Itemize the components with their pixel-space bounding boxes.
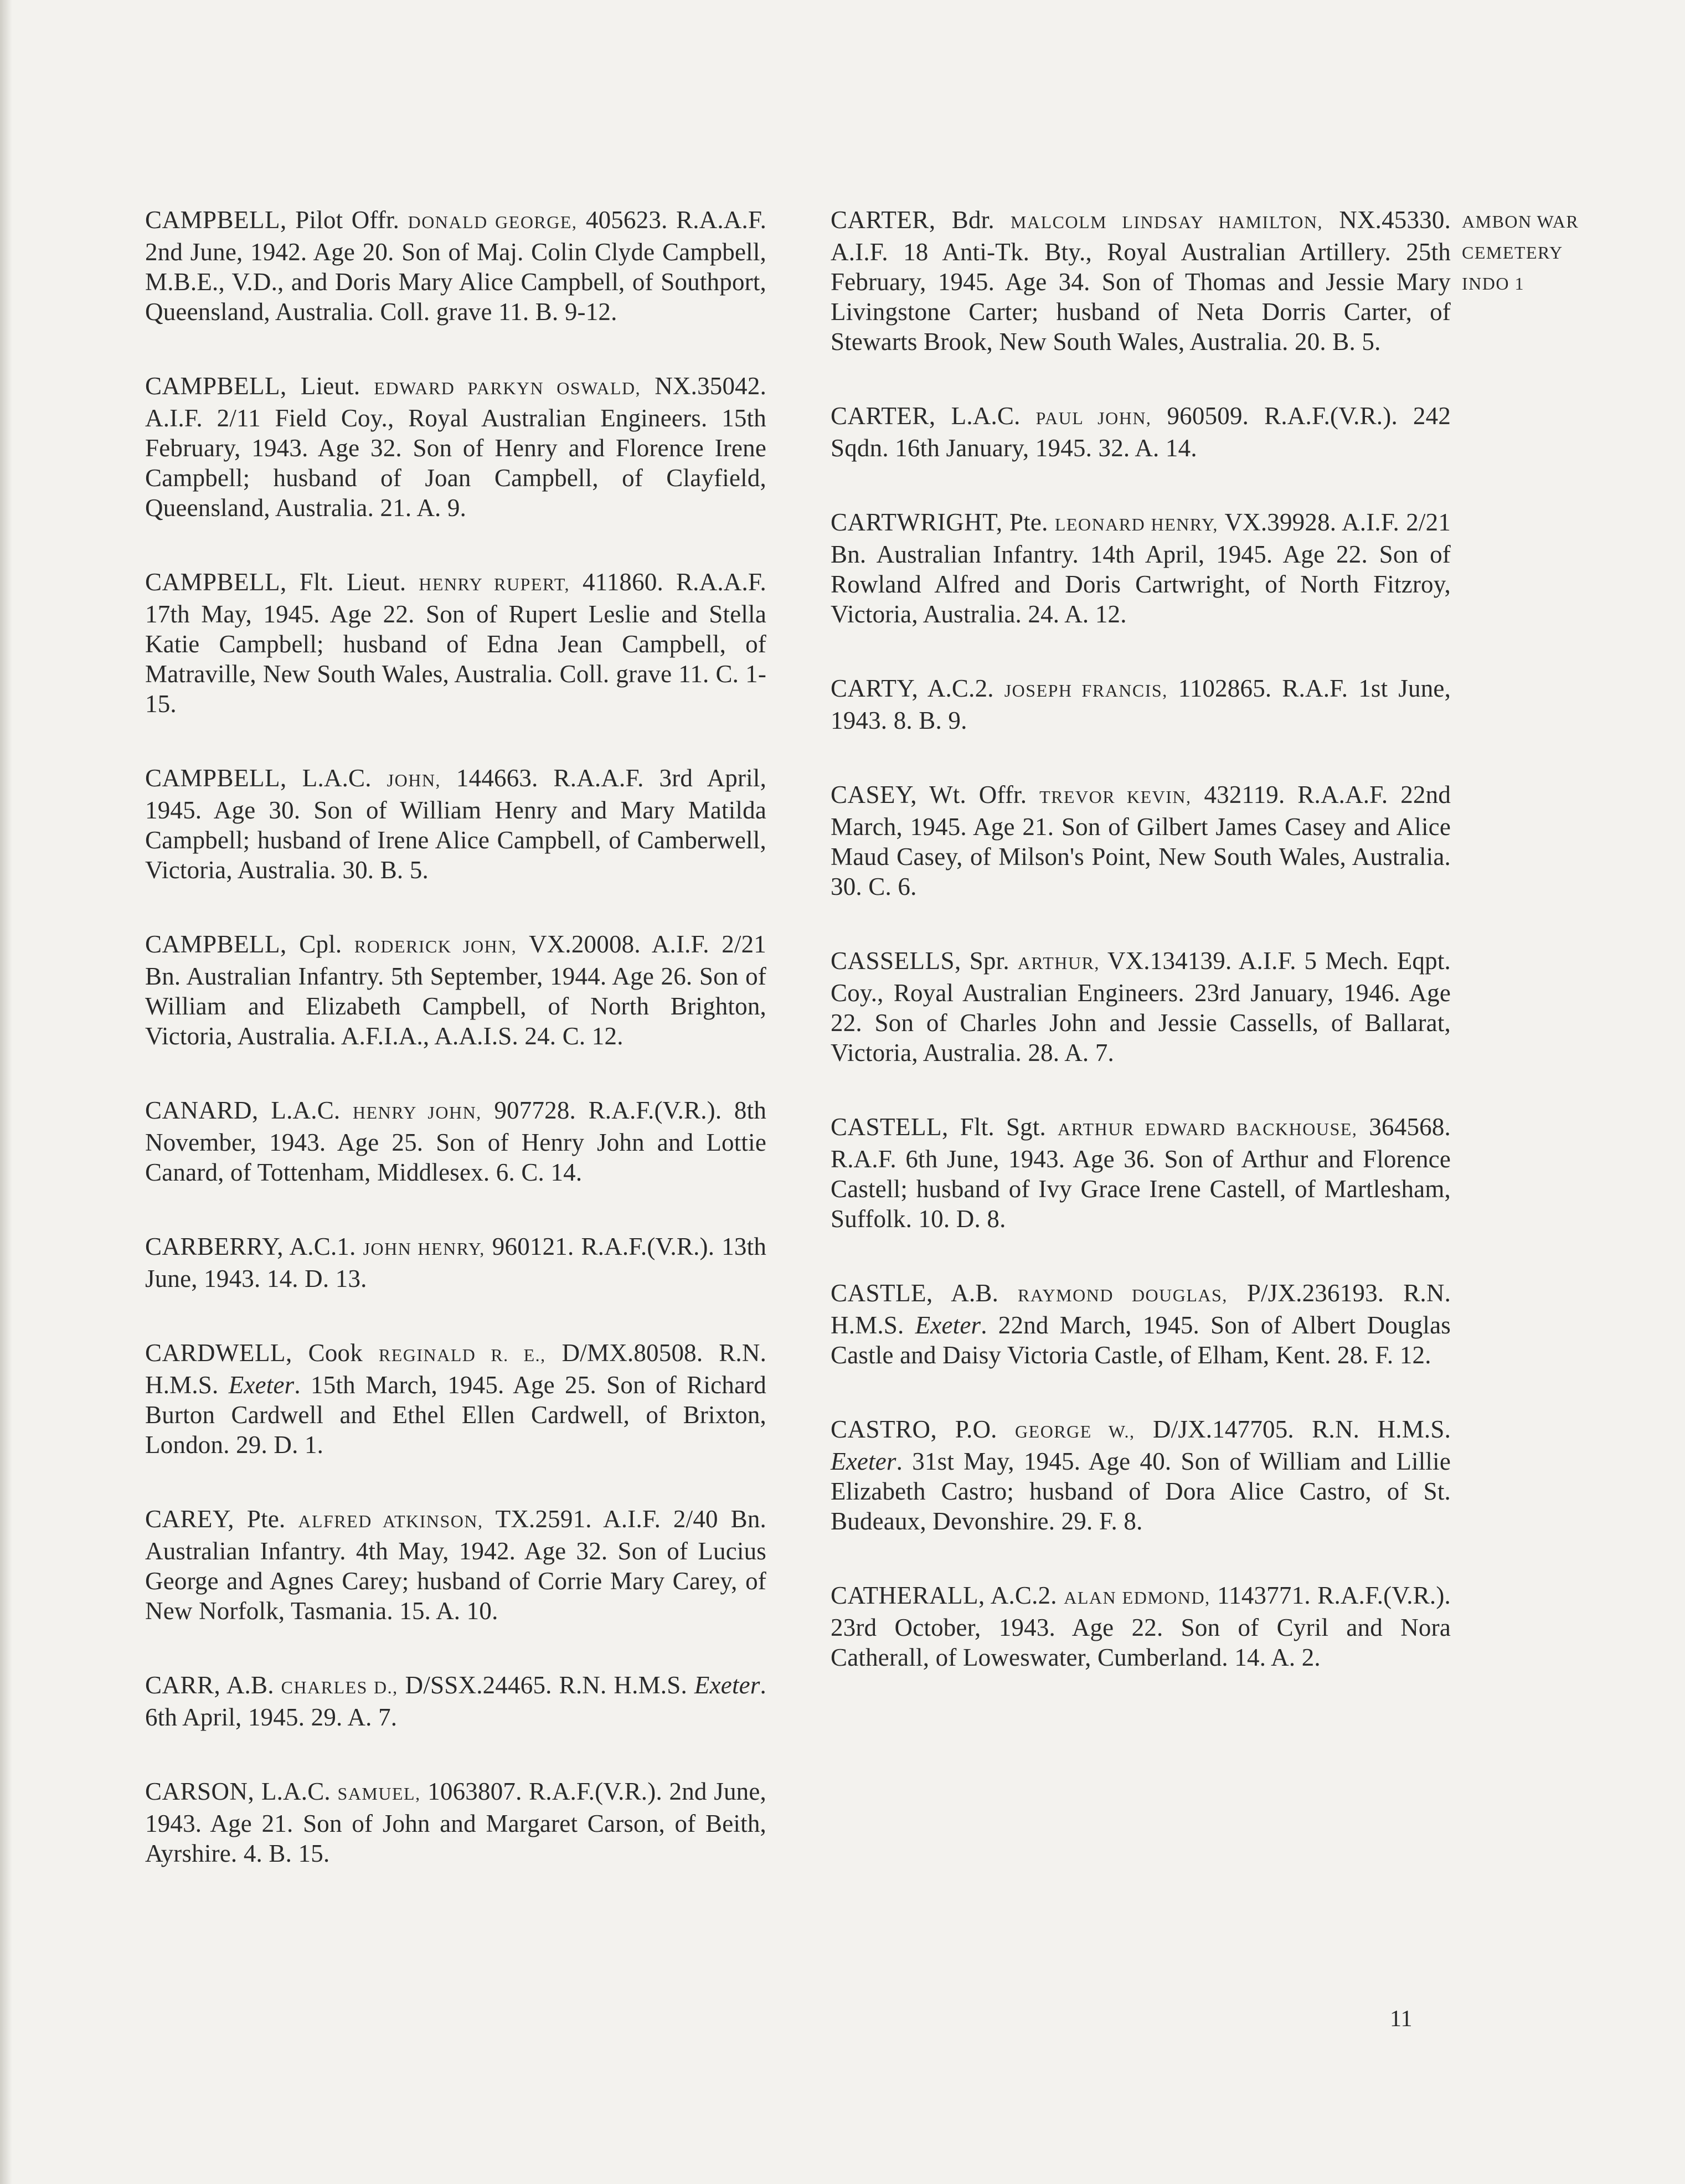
entry-details: 907728. R.A.F.(V.R.). 8th November, 1943. Age 25. Son of Henry John and Lottie Canard, of Tottenham, Middlesex. 6. C. 14. [145, 1096, 767, 1186]
ship-name: Exeter [694, 1671, 760, 1699]
entry-given-names: ARTHUR, [1017, 953, 1100, 973]
entry-surname: CAREY, [145, 1505, 234, 1533]
entry-details: D/JX.147705. R.N. H.M.S. Exeter. 31st May, 1945. Age 40. Son of William and Lillie Elizabeth Castro; husband of Dora Alice Castro, of St. Budeaux, Devonshire. 29. F. 8. [831, 1415, 1451, 1535]
entry-details: 1143771. R.A.F.(V.R.). 23rd October, 1943. Age 22. Son of Cyril and Nora Catherall, of Loweswater, Cumberland. 14. A. 2. [831, 1582, 1451, 1671]
entry-surname: CAMPBELL, [145, 206, 287, 234]
entry-rank: L.A.C. [271, 1096, 341, 1124]
entry-rank: A.B. [226, 1671, 274, 1699]
entry-details: 364568. R.A.F. 6th June, 1943. Age 36. Son of Arthur and Florence Castell; husband of Ivy Grace Irene Castell, of Martlesham, Suffolk. 10. D. 8. [831, 1113, 1451, 1233]
entry-surname: CAMPBELL, [145, 372, 287, 400]
entry-details: 411860. R.A.A.F. 17th May, 1945. Age 22. Son of Rupert Leslie and Stella Katie Campbell; husband of Edna Jean Campbell, of Matraville, New South Wales, Australia. Coll. grave 11. C. 1-15. [145, 568, 766, 718]
entry-details: 144663. R.A.A.F. 3rd April, 1945. Age 30. Son of William Henry and Mary Matilda Campbell; husband of Irene Alice Campbell, of Camberwell, Victoria, Australia. 30. B. 5. [145, 764, 767, 884]
casualty-entry [145, 1776, 766, 1868]
entry-rank: L.A.C. [951, 402, 1021, 430]
entry-rank: Pte. [1009, 508, 1048, 536]
entry-surname: CARR, [145, 1671, 221, 1699]
entry-rank: L.A.C. [302, 764, 372, 792]
casualty-entry [145, 567, 766, 719]
right-column [831, 205, 1451, 1717]
left-column [145, 205, 766, 1913]
entry-rank: Cook [308, 1339, 363, 1367]
entry-details: 1063807. R.A.F.(V.R.). 2nd June, 1943. Age 21. Son of John and Margaret Carson, of Beith, Ayrshire. 4. B. 15. [145, 1778, 766, 1867]
casualty-entry [831, 1580, 1451, 1672]
page-number: 11 [1390, 2006, 1413, 2032]
entry-given-names: ALAN EDMOND, [1064, 1588, 1210, 1608]
entry-given-names: SAMUEL, [337, 1784, 421, 1804]
entry-rank: A.B. [951, 1279, 999, 1307]
entry-given-names: JOSEPH FRANCIS, [1004, 681, 1168, 700]
entry-given-names: RAYMOND DOUGLAS, [1018, 1285, 1228, 1305]
casualty-entry [831, 507, 1451, 629]
entry-given-names: RODERICK JOHN, [354, 936, 517, 956]
casualty-entry [145, 1670, 766, 1732]
casualty-entry [831, 780, 1451, 902]
entry-surname: CARTWRIGHT, [831, 508, 1003, 536]
entry-details: 960509. R.A.F.(V.R.). 242 Sqdn. 16th January, 1945. 32. A. 14. [831, 402, 1451, 462]
entry-details: D/SSX.24465. R.N. H.M.S. Exeter. 6th April, 1945. 29. A. 7. [145, 1671, 766, 1731]
entry-surname: CARTER, [831, 206, 936, 234]
entry-rank: Pilot Offr. [295, 206, 400, 234]
entry-surname: CASEY, [831, 781, 917, 808]
entry-given-names: TREVOR KEVIN, [1039, 787, 1192, 807]
entry-rank: Bdr. [951, 206, 994, 234]
entry-rank: Lieut. [300, 372, 360, 400]
entry-rank: Cpl. [299, 930, 342, 958]
entry-surname: CARSON, [145, 1778, 255, 1805]
entry-given-names: GEORGE W., [1015, 1421, 1135, 1441]
entry-details: P/JX.236193. R.N. H.M.S. Exeter. 22nd March, 1945. Son of Albert Douglas Castle and Daisy Victoria Castle, of Elham, Kent. 28. F. 12. [831, 1279, 1451, 1369]
entry-surname: CARTY, [831, 674, 919, 702]
casualty-entry [831, 205, 1451, 357]
entry-rank: L.A.C. [261, 1778, 331, 1805]
entry-surname: CARBERRY, [145, 1233, 284, 1260]
entry-details: VX.20008. A.I.F. 2/21 Bn. Australian Infantry. 5th September, 1944. Age 26. Son of William and Elizabeth Campbell, of North Brighton, Victoria, Australia. A.F.I.A., A.A.I.S. 24. C. 12. [145, 930, 766, 1050]
entry-rank: P.O. [955, 1415, 997, 1443]
casualty-entry [145, 929, 766, 1051]
entry-surname: CAMPBELL, [145, 930, 287, 958]
entry-surname: CASTELL, [831, 1113, 949, 1141]
entry-rank: Flt. Sgt. [960, 1113, 1046, 1141]
entry-given-names: JOHN, [387, 770, 441, 790]
entry-details: 960121. R.A.F.(V.R.). 13th June, 1943. 14. D. 13. [145, 1233, 767, 1292]
entry-given-names: LEONARD HENRY, [1054, 514, 1218, 534]
casualty-entry [831, 946, 1451, 1068]
entry-surname: CASTLE, [831, 1279, 933, 1307]
entry-rank: Spr. [969, 947, 1009, 975]
entry-given-names: HENRY JOHN, [352, 1103, 482, 1122]
entry-details: 405623. R.A.A.F. 2nd June, 1942. Age 20. Son of Maj. Colin Clyde Campbell, M.B.E., V.D., and Doris Mary Alice Campbell, of Southport, Queensland, Australia. Coll. grave 11. B. 9-12. [145, 206, 767, 326]
entry-surname: CARDWELL, [145, 1339, 292, 1367]
entry-surname: CASSELLS, [831, 947, 961, 975]
casualty-entry [831, 1112, 1451, 1234]
casualty-entry [145, 1338, 766, 1460]
cemetery-reference-line: AMBON WAR [1462, 212, 1579, 231]
entry-rank: A.C.2. [927, 674, 994, 702]
casualty-entry [145, 371, 766, 523]
ship-name: Exeter [915, 1311, 981, 1339]
entry-surname: CANARD, [145, 1096, 259, 1124]
entry-surname: CATHERALL, [831, 1582, 985, 1609]
entry-given-names: HENRY RUPERT, [419, 574, 570, 594]
entry-surname: CARTER, [831, 402, 936, 430]
entry-rank: A.C.1. [289, 1233, 356, 1260]
entry-details: VX.39928. A.I.F. 2/21 Bn. Australian Infantry. 14th April, 1945. Age 22. Son of Rowland Alfred and Doris Cartwright, of North Fitzroy, Victoria, Australia. 24. A. 12. [831, 508, 1451, 628]
entry-rank: Flt. Lieut. [299, 568, 406, 596]
casualty-entry [145, 205, 766, 327]
entry-given-names: DONALD GEORGE, [408, 212, 578, 232]
entry-details: 1102865. R.A.F. 1st June, 1943. 8. B. 9. [831, 674, 1451, 734]
entry-surname: CASTRO, [831, 1415, 937, 1443]
entry-given-names: ARTHUR EDWARD BACKHOUSE, [1058, 1119, 1358, 1139]
casualty-entry [145, 1504, 766, 1626]
binding-shadow [0, 0, 12, 2184]
cemetery-reference [1462, 206, 1628, 299]
entry-details: VX.134139. A.I.F. 5 Mech. Eqpt. Coy., Royal Australian Engineers. 23rd January, 1946. Age 22. Son of Charles John and Jessie Cassells, of Ballarat, Victoria, Australia. 28. A. 7. [831, 947, 1451, 1067]
entry-surname: CAMPBELL, [145, 568, 287, 596]
entry-details: 432119. R.A.A.F. 22nd March, 1945. Age 21. Son of Gilbert James Casey and Alice Maud Casey, of Milson's Point, New South Wales, Australia. 30. C. 6. [831, 781, 1451, 900]
entry-details: D/MX.80508. R.N. H.M.S. Exeter. 15th March, 1945. Age 25. Son of Richard Burton Cardwell and Ethel Ellen Cardwell, of Brixton, London. 29. D. 1. [145, 1339, 767, 1459]
entry-given-names: MALCOLM LINDSAY HAMILTON, [1011, 212, 1323, 232]
entry-rank: Pte. [246, 1505, 286, 1533]
entry-details: NX.35042. A.I.F. 2/11 Field Coy., Royal Australian Engineers. 15th February, 1943. Age 32. Son of Henry and Florence Irene Campbell; husband of Joan Campbell, of Clayfield, Queensland, Australia. 21. A. 9. [145, 372, 767, 522]
ship-name: Exeter [831, 1448, 896, 1475]
entry-given-names: ALFRED ATKINSON, [298, 1511, 483, 1531]
entry-given-names: EDWARD PARKYN OSWALD, [374, 378, 641, 398]
casualty-entry [145, 1095, 766, 1187]
entry-given-names: REGINALD R. E., [378, 1345, 546, 1365]
entry-given-names: PAUL JOHN, [1035, 408, 1152, 428]
ship-name: Exeter [228, 1371, 295, 1399]
entry-rank: A.C.2. [990, 1582, 1057, 1609]
entry-details: TX.2591. A.I.F. 2/40 Bn. Australian Infantry. 4th May, 1942. Age 32. Son of Lucius George and Agnes Carey; husband of Corrie Mary Carey, of New Norfolk, Tasmania. 15. A. 10. [145, 1505, 767, 1625]
casualty-entry [831, 1278, 1451, 1370]
entry-given-names: CHARLES D., [281, 1677, 398, 1697]
cemetery-reference-line: INDO 1 [1462, 274, 1524, 293]
entry-surname: CAMPBELL, [145, 764, 287, 792]
casualty-entry [831, 673, 1451, 735]
casualty-entry [831, 1414, 1451, 1536]
entry-given-names: JOHN HENRY, [363, 1239, 485, 1259]
entry-details: NX.45330. A.I.F. 18 Anti-Tk. Bty., Royal Australian Artillery. 25th February, 1945. Age 34. Son of Thomas and Jessie Mary Livingstone Carter; husband of Neta Dorris Carter, of Stewarts Brook, New South Wales, Australia. 20. B. 5. [831, 206, 1451, 356]
entry-rank: Wt. Offr. [929, 781, 1027, 808]
casualty-entry [145, 1232, 766, 1294]
casualty-entry [831, 401, 1451, 463]
cemetery-reference-line: CEMETERY [1462, 243, 1563, 262]
casualty-entry [145, 763, 766, 885]
